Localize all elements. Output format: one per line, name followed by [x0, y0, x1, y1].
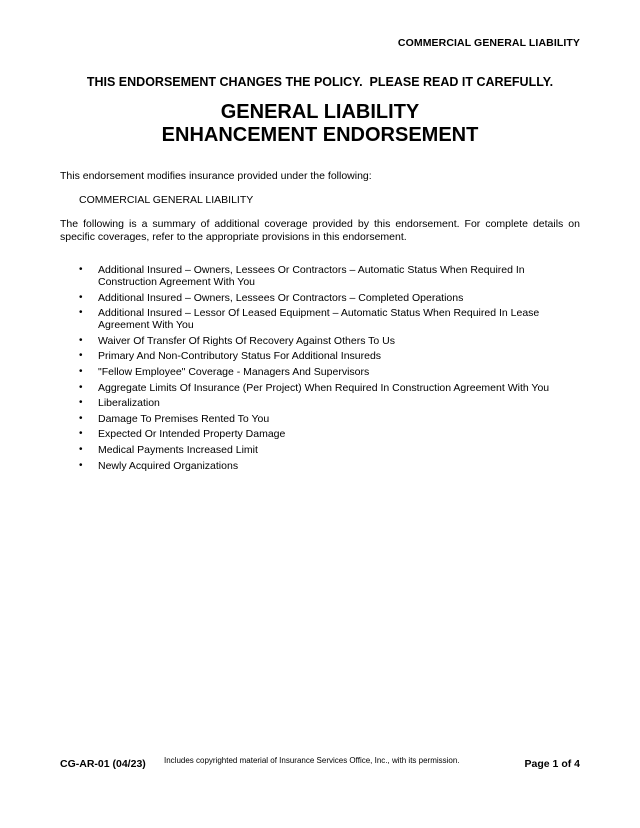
list-item-text: Additional Insured – Owners, Lessees Or Contractors – Completed Operations: [98, 291, 464, 304]
list-item: [60, 292, 580, 304]
list-item-text: Expected Or Intended Property Damage: [98, 428, 286, 441]
list-item-text: Waiver Of Transfer Of Rights Of Recovery Against Others To Us: [98, 334, 396, 347]
list-item: [60, 444, 580, 456]
page-number: Page 1 of 4: [524, 758, 580, 770]
document-title: [0, 101, 640, 147]
bullet-icon: •: [79, 397, 83, 409]
list-item-text: "Fellow Employee" Coverage - Managers And Supervisors: [98, 365, 370, 378]
list-item: [60, 382, 580, 394]
list-item: [60, 428, 580, 440]
bullet-icon: •: [79, 350, 83, 362]
line-of-business-header: COMMERCIAL GENERAL LIABILITY: [397, 37, 580, 49]
bullet-icon: •: [79, 381, 83, 393]
list-item: [60, 264, 580, 288]
endorsement-notice: THIS ENDORSEMENT CHANGES THE POLICY. PLEASE READ IT CAREFULLY.: [86, 75, 554, 89]
list-item-text: Damage To Premises Rented To You: [98, 412, 270, 425]
list-item-text: Newly Acquired Organizations: [98, 459, 239, 472]
coverage-bullet-list: [60, 264, 580, 475]
list-item-text: Liberalization: [98, 397, 160, 410]
coverage-part-name: COMMERCIAL GENERAL LIABILITY: [79, 194, 254, 206]
list-item: [60, 307, 580, 331]
list-item-text: Additional Insured – Lessor Of Leased Equipment – Automatic Status When Required In Lease Agreement With You: [98, 307, 540, 332]
bullet-icon: •: [79, 291, 83, 303]
list-item: [60, 397, 580, 409]
list-item-text: Additional Insured – Owners, Lessees Or Contractors – Automatic Status When Required In Construction Agreement With You: [98, 264, 525, 288]
form-number: CG-AR-01 (04/23): [60, 758, 146, 770]
list-item: [60, 335, 580, 347]
list-item: [60, 350, 580, 362]
intro-text: This endorsement modifies insurance provided under the following:: [60, 170, 372, 182]
copyright-notice: Includes copyrighted material of Insurance Services Office, Inc., with its permission.: [164, 756, 460, 765]
list-item: [60, 460, 580, 472]
bullet-icon: •: [79, 443, 83, 455]
list-item-text: Primary And Non-Contributory Status For Additional Insureds: [98, 350, 382, 363]
bullet-icon: •: [79, 459, 83, 471]
bullet-icon: •: [79, 428, 83, 440]
list-item-text: Medical Payments Increased Limit: [98, 443, 258, 456]
summary-paragraph: The following is a summary of additional coverage provided by this endorsement. For complete details on specific coverages, refer to the appropriate provisions in this endorsement.: [60, 218, 580, 243]
bullet-icon: •: [79, 264, 83, 275]
title-line-1: GENERAL LIABILITY: [220, 101, 420, 123]
title-line-2: ENHANCEMENT ENDORSEMENT: [161, 124, 479, 146]
page-footer: [60, 756, 580, 772]
bullet-icon: •: [79, 334, 83, 346]
list-item: [60, 413, 580, 425]
bullet-icon: •: [79, 412, 83, 424]
bullet-icon: •: [79, 365, 83, 377]
list-item: [60, 366, 580, 378]
list-item-text: Aggregate Limits Of Insurance (Per Project) When Required In Construction Agreement With You: [98, 381, 550, 394]
bullet-icon: •: [79, 307, 83, 319]
